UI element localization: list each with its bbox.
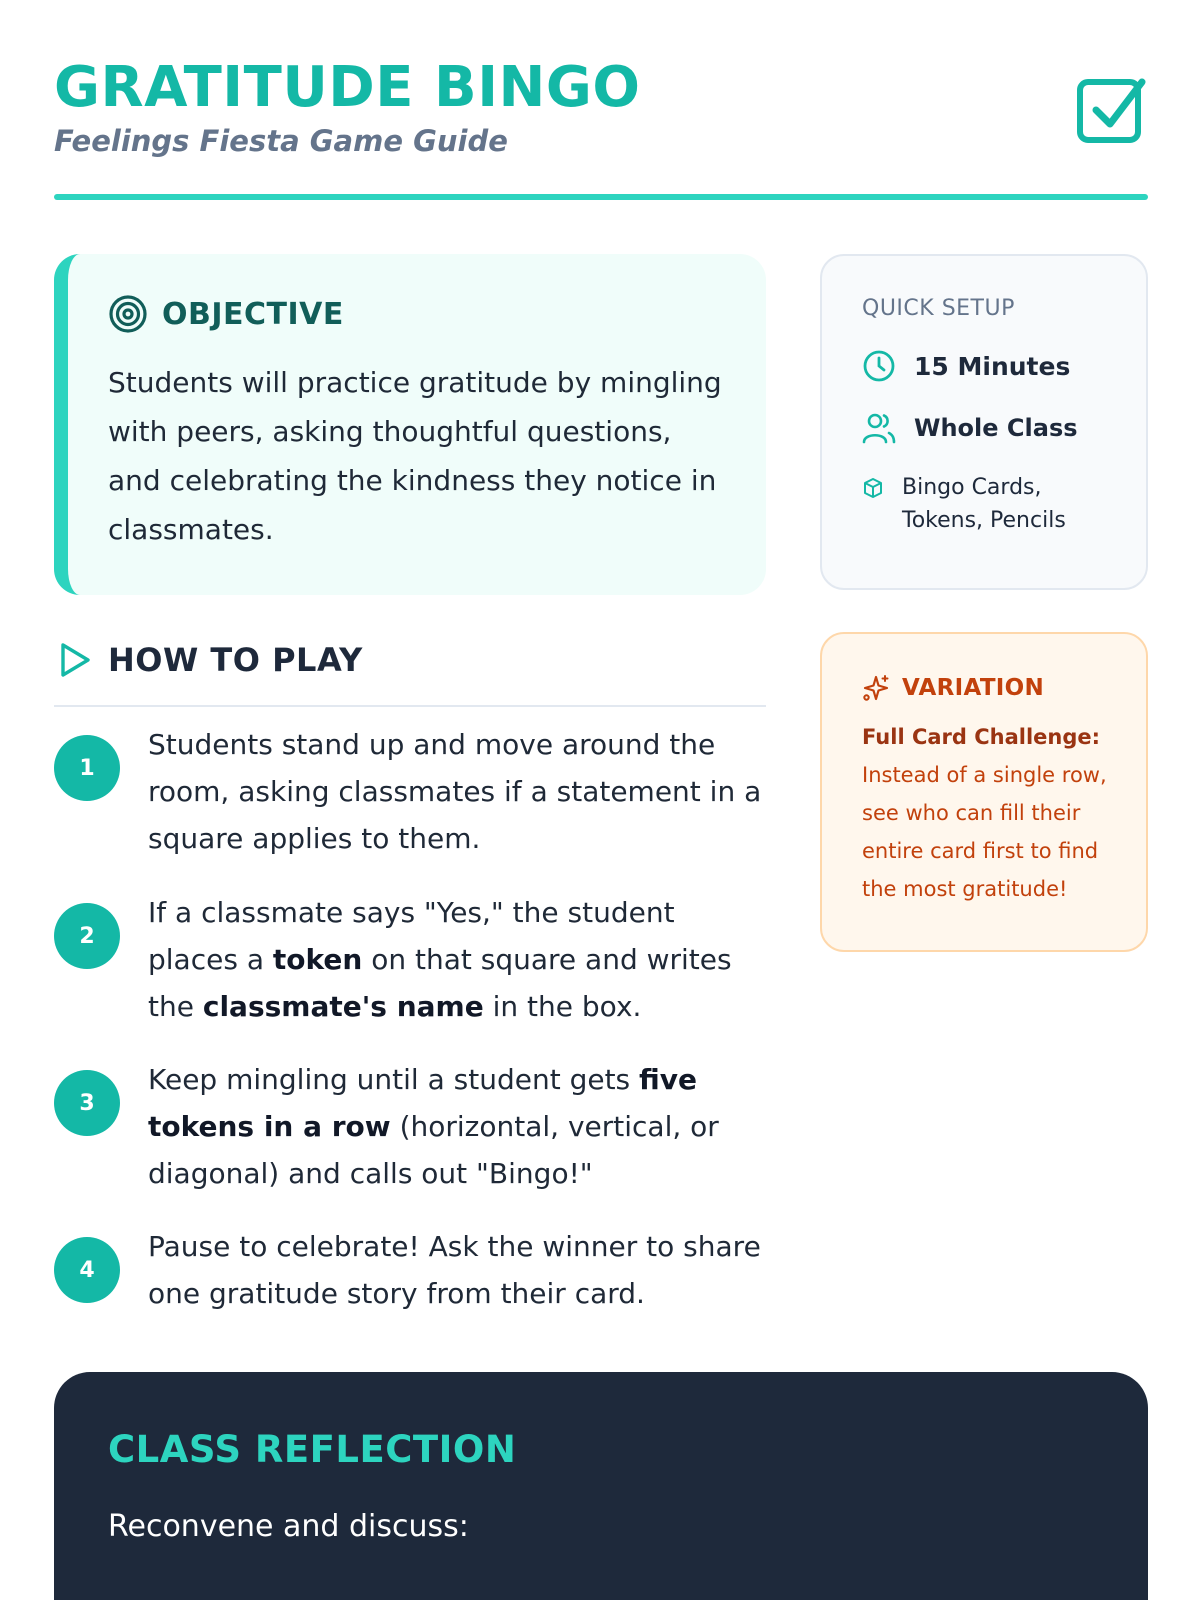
step-item: [54, 1063, 766, 1213]
objective-card: [54, 254, 766, 595]
section-divider: [54, 705, 766, 707]
setup-duration: [862, 349, 1146, 383]
step-text: Students stand up and move around the room, asking classmates if a statement in a square applies to them.: [148, 728, 762, 855]
checkbox-icon: [1076, 74, 1148, 146]
setup-materials: [862, 471, 1146, 537]
step-text: Pause to celebrate! Ask the winner to share one gratitude story from their card.: [148, 1230, 761, 1310]
step-item: [54, 896, 766, 1046]
play-icon: [58, 641, 92, 679]
step-number: 2: [54, 903, 120, 969]
step-number: 3: [54, 1070, 120, 1136]
step-item: [54, 728, 766, 879]
target-icon: [108, 294, 148, 334]
step-text: Keep mingling until a student gets five tokens in a row (horizontal, vertical, or diagonal) and calls out "Bingo!": [148, 1063, 719, 1190]
quick-setup-card: [820, 254, 1148, 590]
header-divider: [54, 194, 1148, 200]
page-title: GRATITUDE BINGO: [54, 55, 641, 120]
box-icon: [862, 477, 884, 499]
step-item: [54, 1230, 766, 1317]
variation-title: VARIATION: [902, 675, 1045, 701]
step-text: If a classmate says "Yes," the student places a token on that square and writes the classmate's name in the box.: [148, 896, 732, 1023]
quick-setup-label: QUICK SETUP: [862, 296, 1015, 321]
reflection-title: CLASS REFLECTION: [108, 1428, 517, 1471]
variation-text: Full Card Challenge: Instead of a single row, see who can fill their entire card first to find the most gratitude!: [862, 725, 1107, 901]
class-reflection-card: [54, 1372, 1148, 1600]
clock-icon: [862, 349, 896, 383]
step-number: 4: [54, 1237, 120, 1303]
page-header: [54, 56, 1148, 201]
reflection-text: Reconvene and discuss:: [108, 1509, 469, 1544]
users-icon: [862, 411, 896, 445]
step-number: 1: [54, 735, 120, 801]
sparkles-icon: [862, 674, 890, 702]
how-to-play-section: [54, 635, 766, 1341]
variation-card: [820, 632, 1148, 952]
objective-title: OBJECTIVE: [162, 296, 344, 332]
steps-list: [54, 728, 766, 1317]
setup-duration-text: 15 Minutes: [914, 351, 1071, 381]
objective-text: Students will practice gratitude by mingling with peers, asking thoughtful questions, and celebrating the kindness they notice in classmates.: [108, 366, 722, 546]
setup-group: [862, 411, 1146, 445]
setup-group-text: Whole Class: [914, 414, 1078, 442]
page-subtitle: Feelings Fiesta Game Guide: [54, 124, 508, 158]
setup-materials-text: Bingo Cards, Tokens, Pencils: [902, 475, 1066, 533]
how-to-play-title: HOW TO PLAY: [108, 641, 363, 679]
